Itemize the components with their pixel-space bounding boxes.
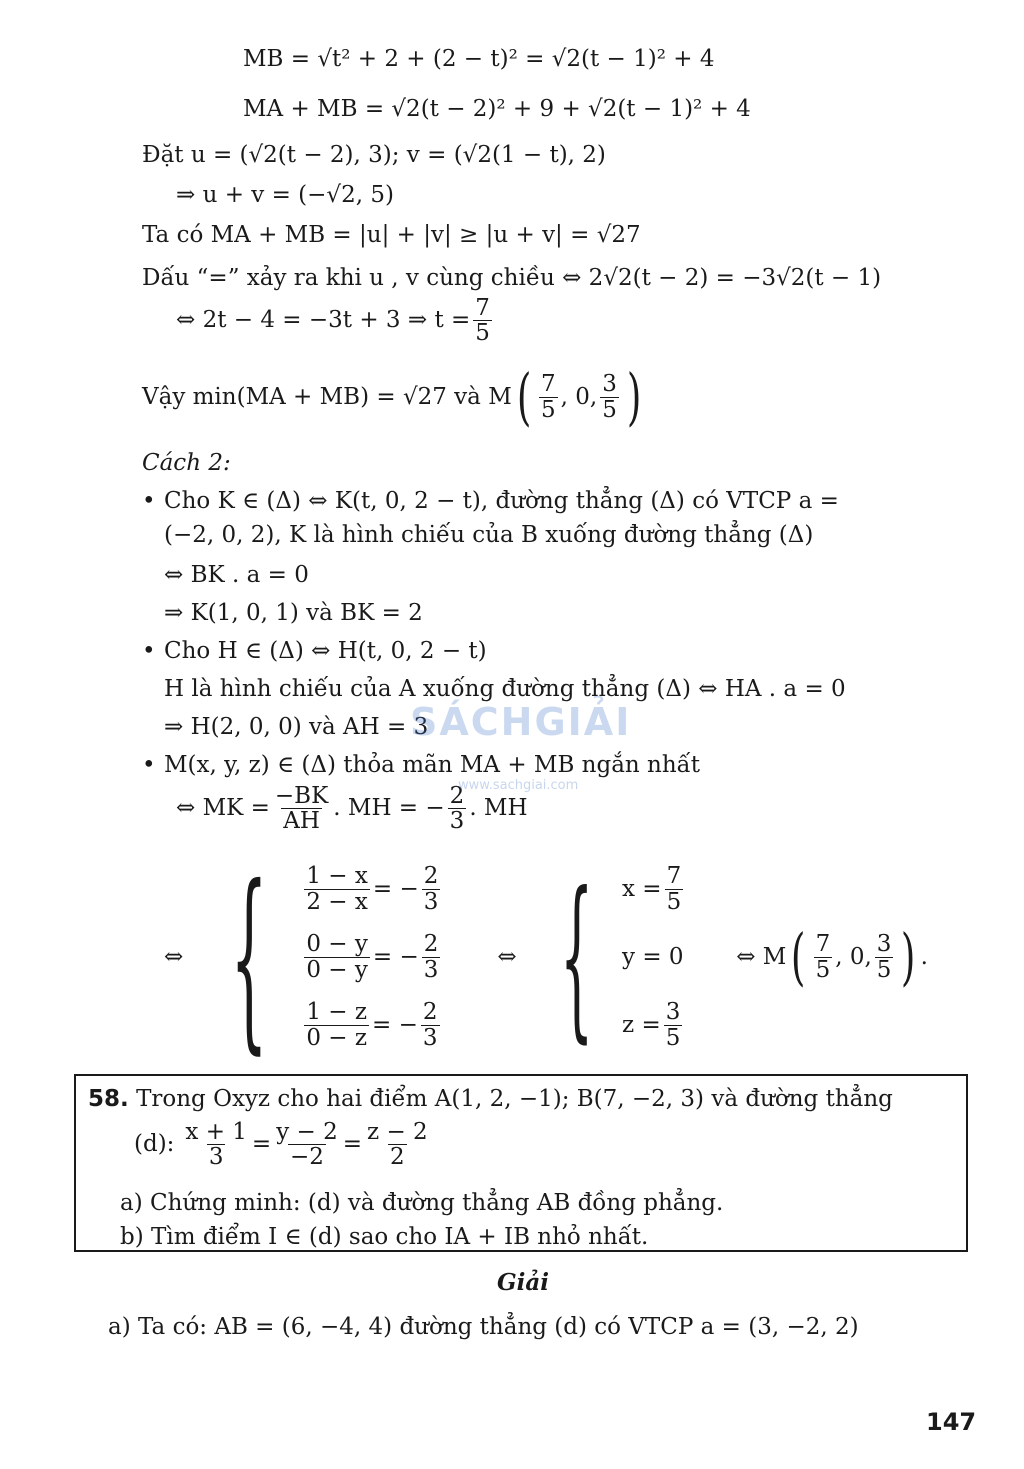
res-z-frac [875,932,894,981]
d-f3-den: 2 [390,1144,405,1171]
rz-den: 3 [422,1024,438,1051]
problem-text: Trong Oxyz cho hai điểm A(1, 2, −1); B(7, −2, 3) và đường thẳng [136,1086,893,1112]
equality-condition-line: Dấu “=” xảy ra khi u , v cùng chiều ⇔ 2√2(t − 2) = −3√2(t − 1) [142,265,882,291]
bullet-2-line-2: H là hình chiếu của A xuống đường thẳng (Δ) ⇔ HA . a = 0 [164,676,846,702]
bullet-1-line-2: (−2, 0, 2), K là hình chiếu của B xuống đường thẳng (Δ) [164,522,814,548]
bullet-1-text: Cho K ∈ (Δ) ⇔ K(t, 0, 2 − t), đường thẳng (Δ) có VTCP a = [164,488,839,514]
bullet-2-text: Cho H ∈ (Δ) ⇔ H(t, 0, 2 − t) [164,638,487,664]
d-frac-2 [274,1120,340,1169]
right-system-rows [622,855,686,1059]
row-z-num: 1 − z [306,999,368,1026]
problem-number: 58. [88,1086,129,1112]
sol-x-frac [665,864,684,913]
row-x-eq: = − [372,876,419,902]
row-y-den: 0 − y [306,956,368,983]
solution-z [622,991,686,1059]
d-f1-den: 3 [208,1144,224,1171]
row-z-eq: = − [372,1012,418,1038]
t-num: 7 [475,295,490,321]
left-brace: { [230,843,268,1071]
right-brace: { [559,855,594,1059]
mx-num: 7 [540,371,556,398]
page-number: 147 [926,1408,977,1436]
result-right-paren: ) [901,920,916,993]
mb-formula: MB = √t² + 2 + (2 − t)² = √2(t − 1)² + 4 [243,46,715,72]
set-vectors-line: Đặt u = (√2(t − 2), 3); v = (√2(1 − t), 2) [142,142,606,168]
row-x-frac [304,864,370,913]
solution-y [622,923,686,991]
mh-text: . MH = − [333,795,445,822]
mz-num: 3 [602,371,617,398]
watermark-url: www.sachgiai.com [458,778,579,793]
t-fraction [473,296,492,345]
d-label: (d): [134,1131,175,1158]
res-z-num: 3 [876,931,892,958]
solution-x [622,855,686,923]
mh-end: . MH [469,795,528,822]
min-result-line [142,360,646,433]
left-paren: ( [516,360,532,433]
watermark-logo: SÁCHGIẢI [410,700,632,744]
sol-z-num: 3 [665,999,681,1026]
part-b: b) Tìm điểm I ∈ (d) sao cho IA + IB nhỏ nhất. [120,1224,649,1250]
ma-plus-mb-formula: MA + MB = √2(t − 2)² + 9 + √2(t − 1)² + 4 [243,96,751,122]
res-x-den: 5 [815,956,831,983]
row-z-den: 0 − z [306,1024,368,1051]
bullet-3-line-1 [142,752,700,778]
solution-line-a: a) Ta có: AB = (6, −4, 4) đường thẳng (d) có VTCP a = (3, −2, 2) [108,1314,859,1340]
bullet-1-line-3: ⇔ BK . a = 0 [164,562,309,588]
bullet-dot: • [142,752,156,778]
bk-num: −BK [274,783,329,809]
ry-den: 3 [423,956,439,983]
sol-y-label: y = 0 [622,944,684,970]
d-f2-den: −2 [290,1144,324,1171]
rz-num: 2 [422,999,438,1026]
mx-den: 5 [540,396,556,423]
d-f1-num: x + 1 [185,1119,247,1145]
bullet-2-line-1 [142,638,487,664]
d-f3-num: z − 2 [367,1119,428,1145]
bullet-3-text: M(x, y, z) ∈ (Δ) thỏa mãn MA + MB ngắn nhất [164,752,701,778]
d-frac-1 [183,1120,249,1169]
ah-den: AH [283,808,320,835]
tt-num: 2 [449,783,465,809]
bullet-2-line-3: ⇒ H(2, 0, 0) và AH = 3 [164,714,429,740]
row-y-rhs [422,932,441,981]
bullet-1-line-4: ⇒ K(1, 0, 1) và BK = 2 [164,600,423,626]
d-f2-num: y − 2 [276,1119,338,1145]
res-z-den: 5 [876,956,892,983]
mz-fraction [600,372,619,421]
equation-system [164,843,928,1071]
mx-fraction [539,372,558,421]
method-2-heading: Cách 2: [142,450,231,476]
solve-t-line [176,296,495,345]
line-d-equation [134,1120,433,1169]
res-end: . [920,944,928,970]
rx-den: 3 [423,888,439,915]
row-y-eq: = − [372,944,419,970]
sol-z-frac [664,1000,683,1049]
inequality-line: Ta có MA + MB = |u| + |v| ≥ |u + v| = √27 [142,222,641,248]
d-eq-1: = [251,1131,272,1158]
ry-num: 2 [423,931,439,958]
right-paren: ) [626,360,642,433]
row-y-num: 0 − y [306,931,368,958]
t-den: 5 [475,320,490,347]
sol-x-num: 7 [666,863,682,890]
res-x-frac [814,932,833,981]
solve-t-text: ⇔ 2t − 4 = −3t + 3 ⇒ t = [176,307,471,334]
d-eq-2: = [342,1131,363,1158]
m-mid: , 0, [560,383,598,410]
mz-den: 5 [602,396,617,423]
part-a: a) Chứng minh: (d) và đường thẳng AB đồng phẳng. [120,1190,724,1216]
problem-statement [88,1086,893,1112]
vector-sum-line: ⇒ u + v = (−√2, 5) [176,182,394,208]
solution-heading: Giải [497,1269,550,1296]
bullet-1-line-1 [142,488,839,514]
sol-z-den: 5 [665,1024,681,1051]
res-x-num: 7 [815,931,831,958]
system-row-x [301,855,443,923]
system-arrow: ⇔ [164,944,184,970]
row-x-num: 1 − x [306,863,368,890]
row-x-den: 2 − x [306,888,368,915]
system-row-y [301,923,443,991]
result-left-paren: ( [791,920,806,993]
row-z-rhs [421,1000,440,1049]
d-frac-3 [365,1120,430,1169]
res-mid: , 0, [835,944,872,970]
system-arrow-2: ⇔ [497,944,517,970]
sol-z-label: z = [622,1012,661,1038]
system-result: ⇔ M [736,944,787,970]
bullet-dot: • [142,488,156,514]
tt-den: 3 [449,808,465,835]
sol-x-label: x = [622,876,662,902]
system-row-z [301,991,443,1059]
row-y-frac [304,932,370,981]
min-result-text: Vậy min(MA + MB) = √27 và M [142,383,512,410]
bullet-dot: • [142,638,156,664]
rx-num: 2 [423,863,439,890]
row-x-rhs [422,864,441,913]
bk-ah-fraction [273,784,330,833]
problem-58-box [74,1074,968,1252]
row-z-frac [304,1000,369,1049]
sol-x-den: 5 [666,888,682,915]
left-system-rows [301,855,443,1059]
mk-text: ⇔ MK = [176,795,270,822]
